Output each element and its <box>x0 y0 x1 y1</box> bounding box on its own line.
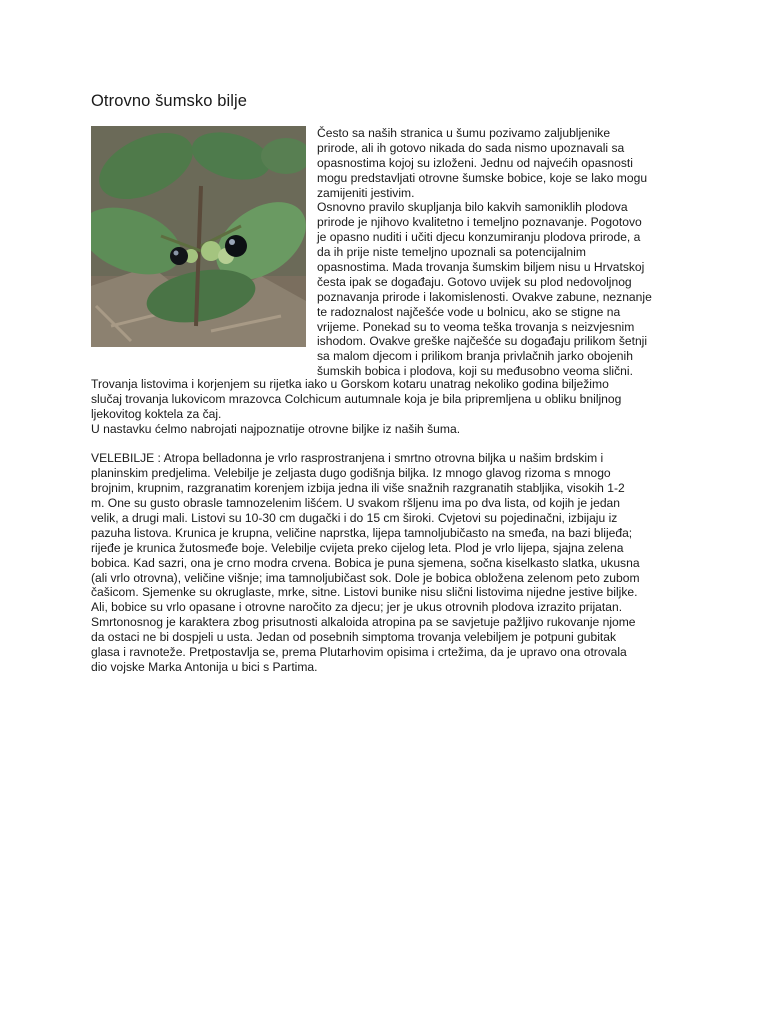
text-line: je opasno nuditi i učiti djecu konzumiranju plodova prirode, a <box>317 230 641 245</box>
text-line: da ih prije niste temeljno upoznali sa potencijalnim <box>317 245 586 260</box>
text-line: čašicom. Sjemenke su okruglaste, mrke, sitne. Listovi bunike nisu slični listovima nijedne jestive biljke. <box>91 585 638 600</box>
text-line: dio vojske Marka Antonija u bici s Partima. <box>91 659 318 674</box>
text-line: šumskih bobica i plodova, koji su međusobno veoma slični. <box>317 364 633 379</box>
text-line: prirode, ali ih gotovo nikada do sada nismo upoznavali sa <box>317 140 625 155</box>
photo-icon <box>91 126 306 347</box>
text-line: zamijeniti jestivim. <box>317 185 415 200</box>
text-line: vrijeme. Ponekad su to veoma teška trovanja s neizvjesnim <box>317 319 635 334</box>
body-paragraph <box>91 377 640 675</box>
text-line: Trovanja listovima i korjenjem su rijetka iako u Gorskom kotaru unatrag nekoliko godina bilježimo <box>91 377 609 391</box>
text-line: slučaj trovanja lukovicom mrazovca Colchicum autumnale koja je bila pripremljena u obliku bniljnog <box>91 391 622 406</box>
text-line: te radoznalost najčešće vode u bolnicu, ako se stigne na <box>317 304 621 319</box>
page-title: Otrovno šumsko bilje <box>91 92 248 110</box>
text-line: (ali vrlo otrovna), veličine višnje; ima tamnoljubičast sok. Dole je bobica obložena zelenom peto zubom <box>91 570 640 585</box>
text-line: mogu predstavljati otrovne šumske bobice, koje se lako mogu <box>317 170 648 185</box>
text-line: U nastavku ćelmo nabrojati najpoznatije otrovne biljke iz naših šuma. <box>91 421 461 436</box>
text-line: prirode je njihovo kvalitetno i temeljno poznavanje. Pogotovo <box>317 215 642 230</box>
paragraph-gap <box>91 437 640 452</box>
text-line: poznavanja prirode i lakomislenosti. Ovakve zabune, neznanje <box>317 289 652 304</box>
text-line: planinskim predjelima. Velebilje je zeljasta dugo godišnja biljka. Iz mnogo glavog rizoma s mnogo <box>91 466 611 481</box>
text-line: rijeđe je krunica žutosmeđe boje. Velebilje cvijeta preko cijelog leta. Plod je vrlo lijepa, sjajna zelena <box>91 540 624 555</box>
intro-paragraph <box>317 126 652 379</box>
text-line: velik, a drugi mali. Listovi su 10-30 cm dugački i do 15 cm široki. Cvjetovi su pojedinačni, izbijaju iz <box>91 511 618 526</box>
belladonna-photo <box>91 126 306 347</box>
text-line: ljekovitog koktela za čaj. <box>91 406 222 421</box>
text-line: da ostaci ne bi dospjeli u usta. Jedan od posebnih simptoma trovanja velebiljem je potpuni gubitak <box>91 630 617 645</box>
text-line: sa malom djecom i prilikom branja privlačnih jarko obojenih <box>317 349 633 364</box>
text-line: VELEBILJE : Atropa belladonna je vrlo rasprostranjena i smrtno otrovna biljka u našim brdskim i <box>91 451 604 466</box>
text-line: opasnostima. Mada trovanja šumskim biljem nisu u Hrvatskoj <box>317 260 645 275</box>
document-page <box>91 0 681 1024</box>
text-line: ishodom. Ovakve greške najčešće su događaju prilikom šetnji <box>317 334 648 349</box>
text-line: Osnovno pravilo skupljanja bilo kakvih samoniklih plodova <box>317 200 628 215</box>
text-line: m. One su gusto obrasle tamnozelenim lišćem. U svakom ršljenu ima po dva lista, od kojih je jedan <box>91 496 621 511</box>
text-line: Smrtonosnog je karaktera zbog prisutnosti alkaloida atropina pa se savjetuje pažljivo rukovanje njome <box>91 615 636 630</box>
text-line: opasnostima kojoj su izloženi. Jednu od najvećih opasnosti <box>317 155 633 170</box>
text-line: pazuha listova. Krunica je krupna, veličine naprstka, lijepa tamnoljubičasto na smeđa, na bazi blijeđa; <box>91 525 633 540</box>
text-line: Često sa naših stranica u šumu pozivamo zaljubljenike <box>317 126 611 140</box>
text-line: bobica. Kad sazri, ona je crno modra crvena. Bobica je puna sjemena, sočna kiselkasto slatka, ukusna <box>91 555 640 570</box>
text-line: Ali, bobice su vrlo opasane i otrovne naročito za djecu; jer je ukus otrovnih plodova izrazito prijatan. <box>91 600 623 615</box>
text-line: česta ipak se događaju. Gotovo uvijek su plod nedovoljnog <box>317 274 632 289</box>
text-line: glasa i ravnoteže. Pretpostavlja se, prema Plutarhovim opisima i crtežima, da je upravo ona otrovala <box>91 645 627 660</box>
text-line: brojnim, krupnim, razgranatim korenjem izbija jedna ili više snažnih razgranatih stabljika, visokih 1-2 <box>91 481 625 496</box>
